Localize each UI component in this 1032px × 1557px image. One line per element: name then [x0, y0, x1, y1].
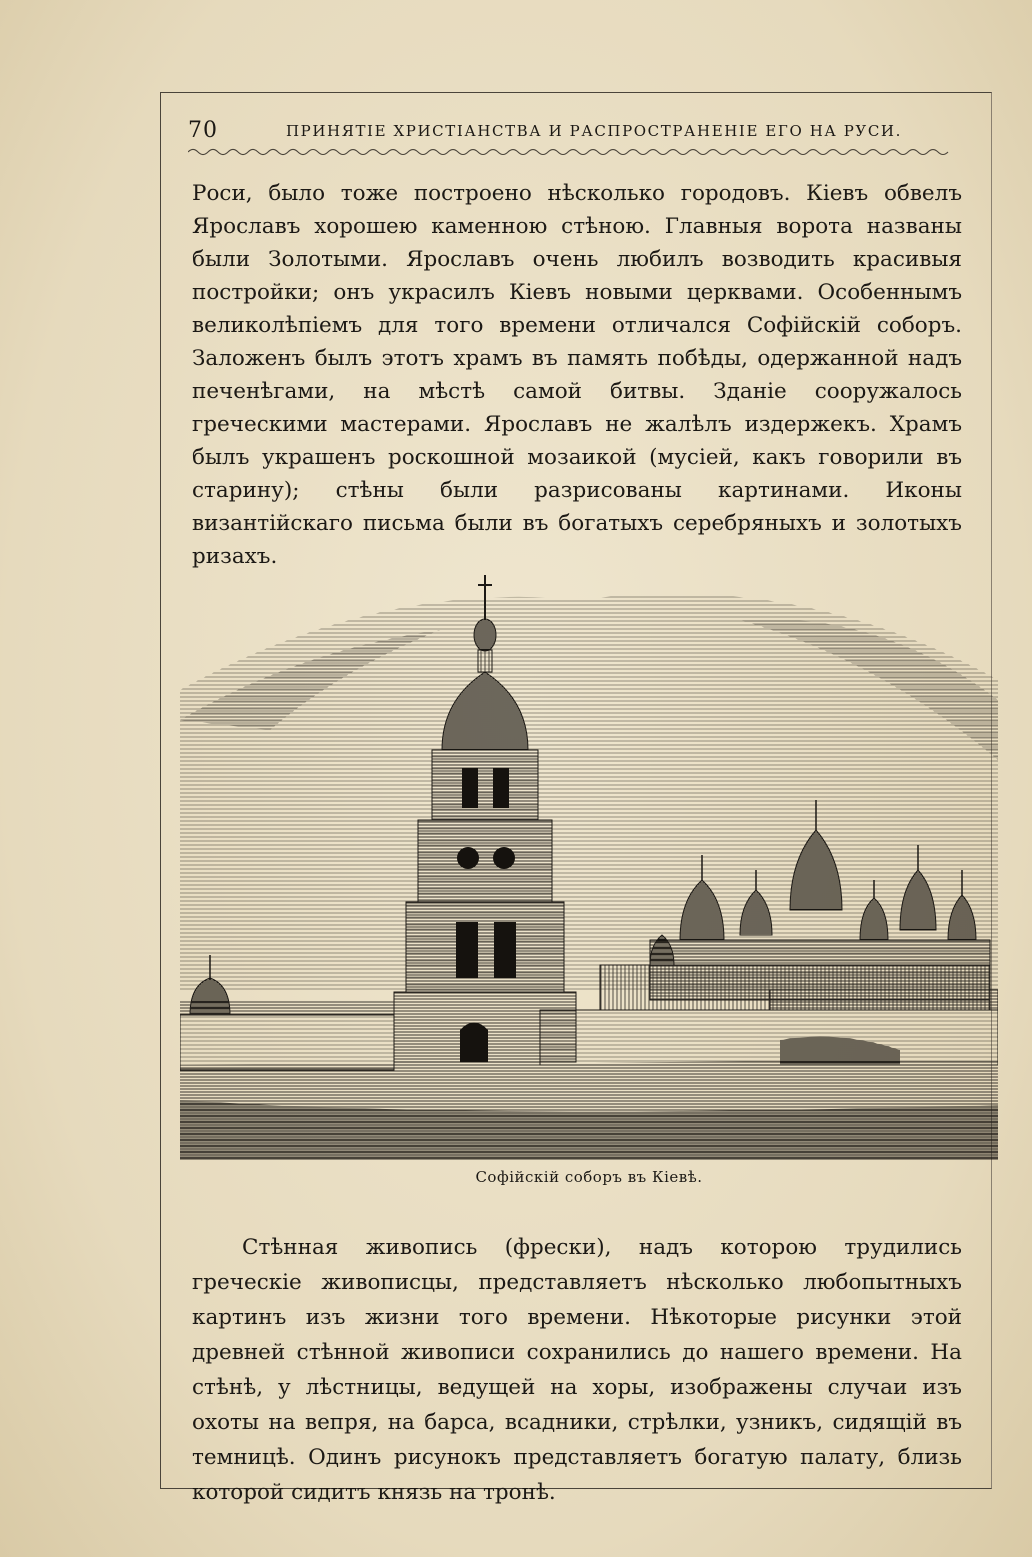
- paragraph-text: Роси, было тоже построено нѣсколько городовъ. Кіевъ обвелъ Ярославъ хорошею каменною стѣною. Главныя ворота названы были Золотыми. Ярославъ очень любилъ возводить красивыя постройки; онъ украсилъ Кіевъ новыми церквами. Особеннымъ великолѣпіемъ для того времени отличался Софійскій соборъ. Заложенъ былъ этотъ храмъ въ память побѣды, одержанной надъ печенѣгами, на мѣстѣ самой битвы. Зданіе сооружалось греческими мастерами. Ярославъ не жалѣлъ издержекъ. Храмъ былъ украшенъ роскошной мозаикой (мусіей, какъ говорили въ старину); стѣны были разрисованы картинами. Иконы византійскаго письма были въ богатыхъ серебряныхъ и золотыхъ ризахъ.: [192, 181, 962, 569]
- body-paragraph-1: [192, 177, 962, 573]
- body-paragraph-2: [192, 1230, 962, 1510]
- running-head: ПРИНЯТІЕ ХРИСТІАНСТВА И РАСПРОСТРАНЕНІЕ ЕГО НА РУСИ.: [286, 122, 902, 140]
- page-header: [188, 118, 968, 148]
- paragraph-text: Стѣнная живопись (фрески), надъ которою трудились греческіе живописцы, представляетъ нѣсколько любопытныхъ картинъ изъ жизни того времени. Нѣкоторые рисунки этой древней стѣнной живописи сохранились до нашего времени. На стѣнѣ, у лѣстницы, ведущей на хоры, изображены случаи изъ охоты на вепря, на барса, всадники, стрѣлки, узникъ, сидящій въ темницѣ. Одинъ рисунокъ представляетъ богатую палату, близь которой сидитъ князь на тронѣ.: [192, 1235, 962, 1505]
- wavy-rule: [188, 146, 958, 158]
- sophia-cathedral-engraving: [180, 560, 998, 1160]
- page-number: 70: [188, 118, 218, 143]
- figure-caption: Софійскій соборъ въ Кіевѣ.: [475, 1168, 703, 1186]
